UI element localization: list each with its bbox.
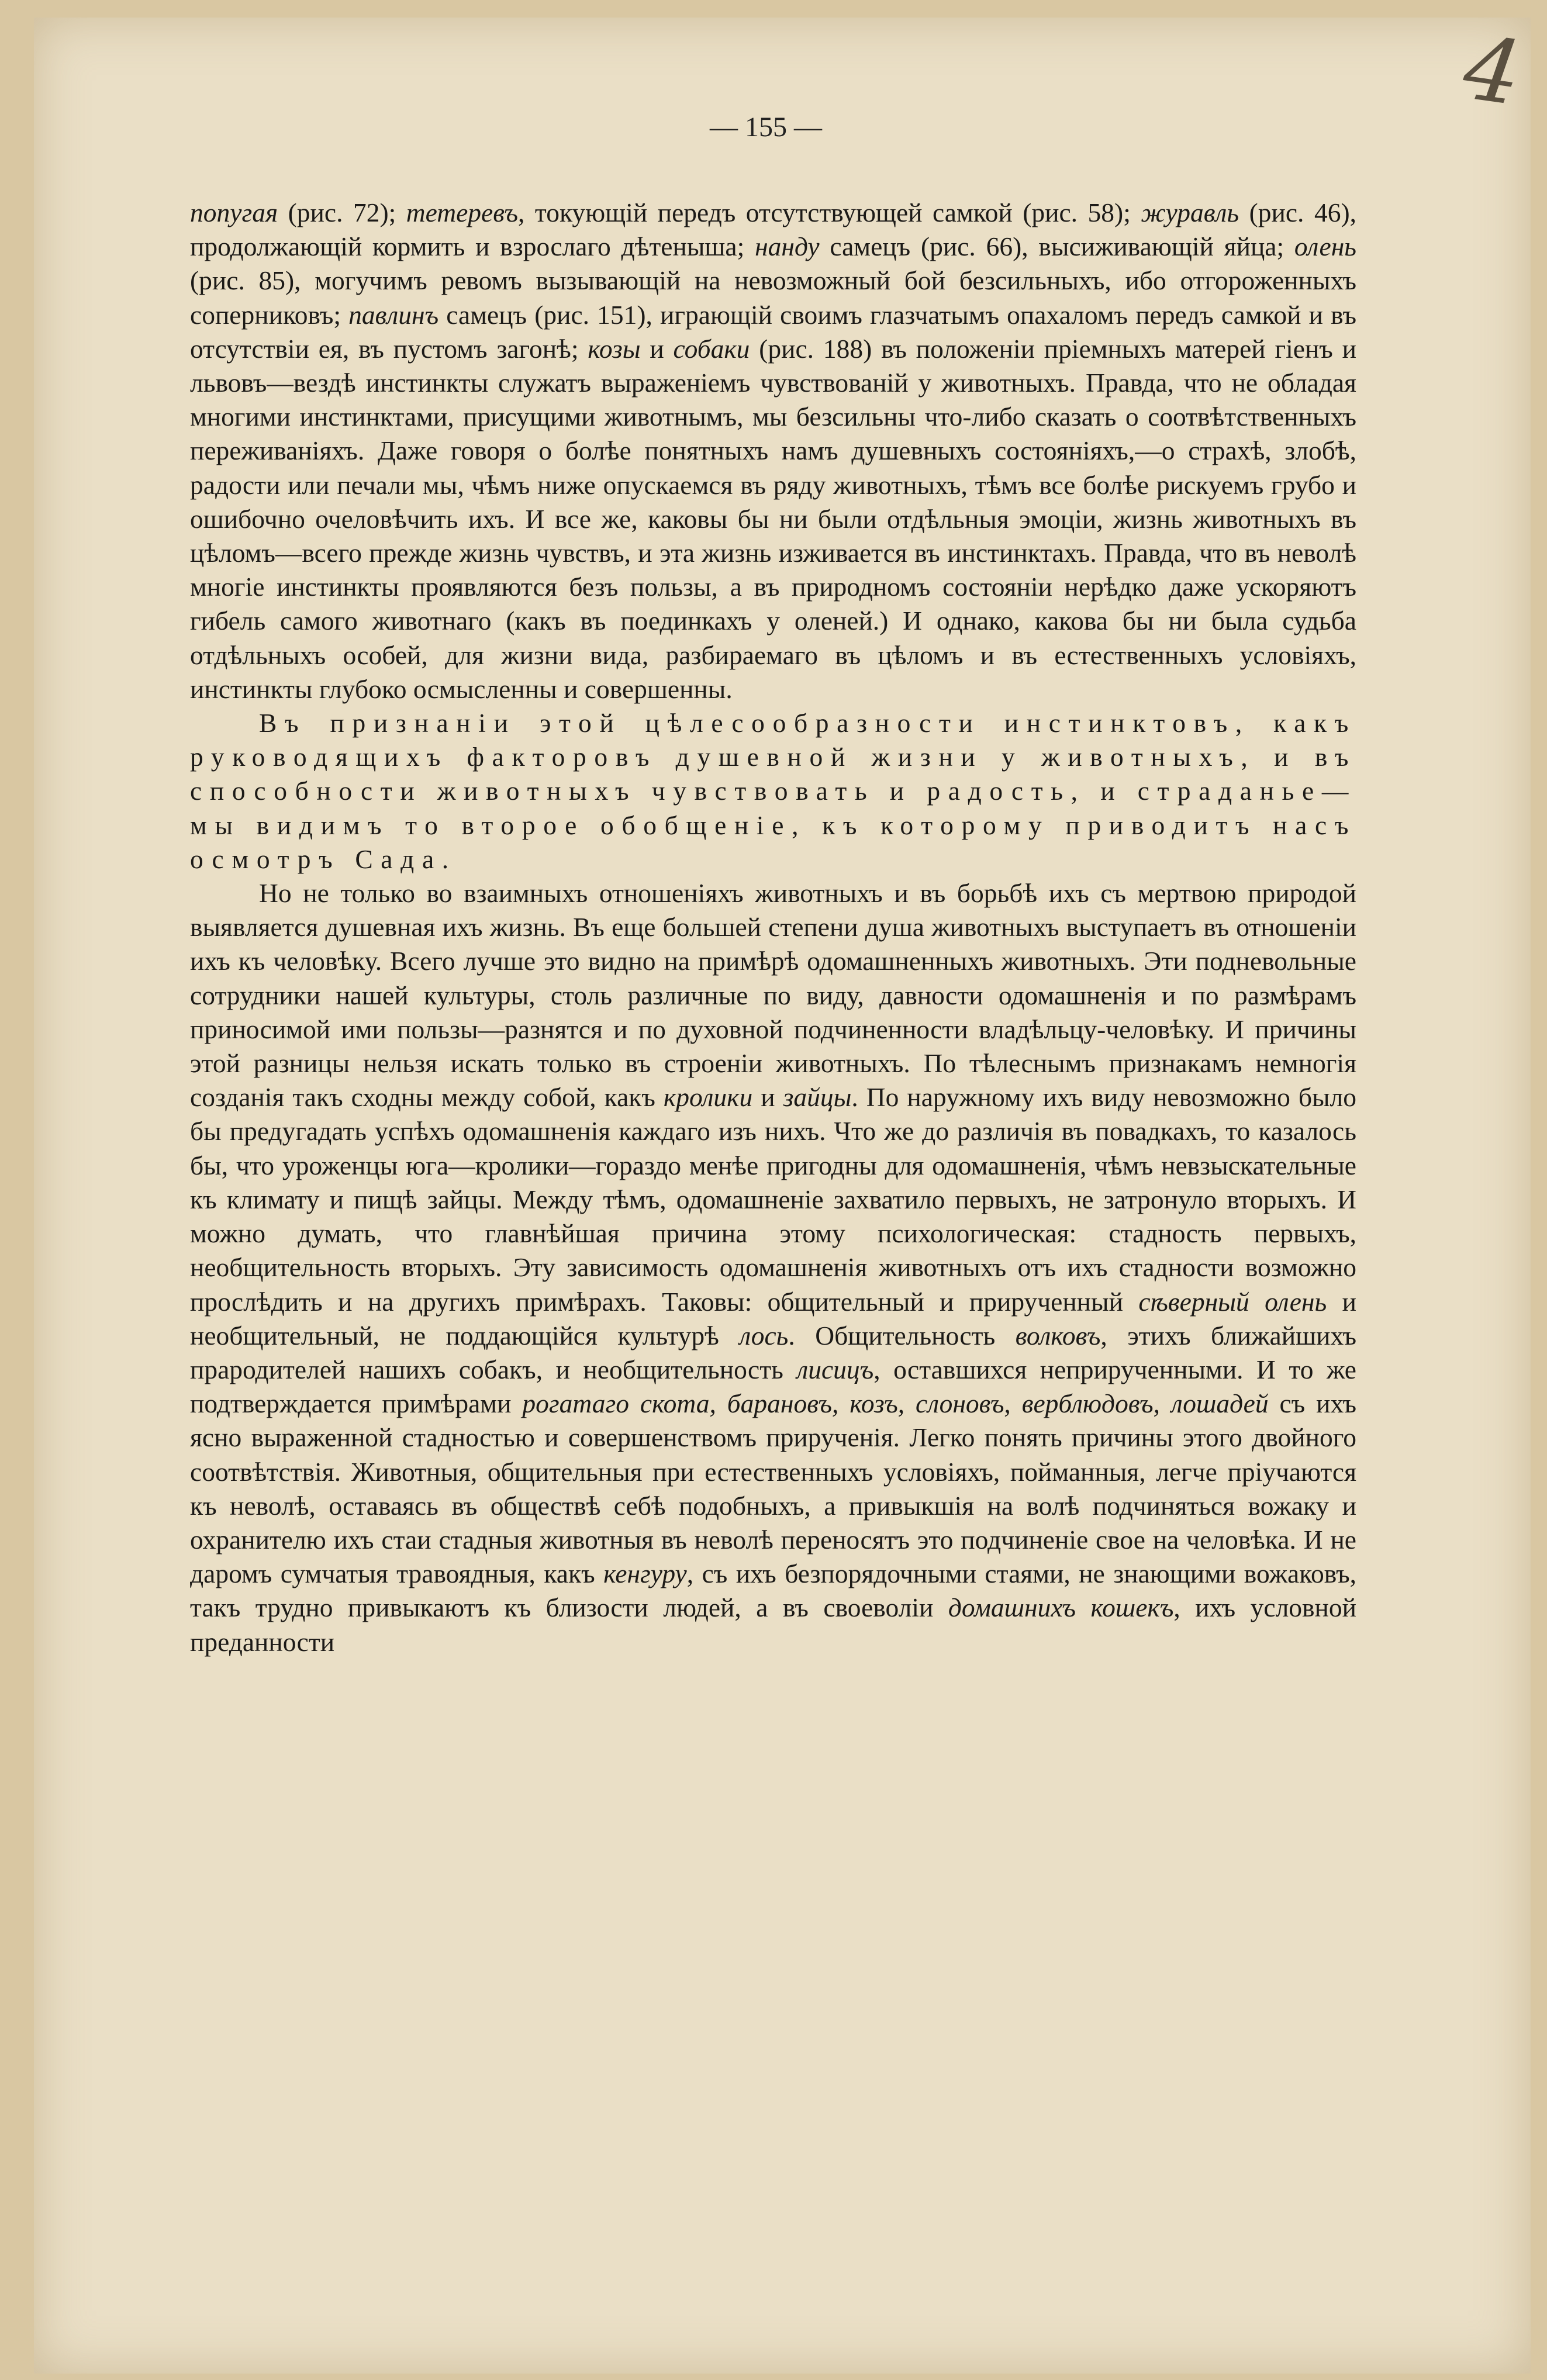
- text-run: , ихъ условной преданности: [190, 1593, 1356, 1657]
- body-text: [190, 196, 1356, 1659]
- italic-term: рогатаго скота, барановъ, козъ, слоновъ, верблюдовъ, лошадей: [522, 1388, 1269, 1419]
- text-run: . По наружному ихъ виду невозможно было бы предугадать успѣхъ одомашненія каждаго изъ нихъ. Что же до различія въ повадкахъ, то казалось бы, что уроженцы юга—кролики—гораздо менѣе пригодны для одомашненія, чѣмъ невзыскательные къ климату и пищѣ зайцы. Между тѣмъ, одомашненіе захватило первыхъ, не затронуло вторыхъ. И можно думать, что главнѣйшая причина этому психологическая: стадность первыхъ, необщительность вторыхъ. Эту зависимость одомашненія животныхъ отъ ихъ стадности возможно прослѣдить и на другихъ примѣрахъ. Таковы: общительный и прирученный: [190, 1082, 1356, 1317]
- italic-term: кролики: [663, 1082, 753, 1113]
- italic-term: лисицъ: [796, 1354, 874, 1384]
- italic-term: зайцы: [783, 1082, 852, 1113]
- italic-term: кенгуру: [603, 1559, 687, 1589]
- italic-term: собаки: [673, 333, 750, 364]
- text-run: . Общительность: [788, 1320, 1016, 1350]
- page-number: — 155 —: [710, 112, 822, 143]
- text-run: и необщительный, не поддающійся культурѣ: [190, 1286, 1356, 1350]
- italic-term: нанду: [755, 232, 820, 262]
- text-run: и: [752, 1082, 783, 1113]
- text-run: съ ихъ ясно выраженной стадностью и совершенствомъ прирученія. Легко понять причины этого двойного соотвѣтствія. Животныя, общительныя при естественныхъ условіяхъ, пойманныя, легче пріучаются къ неволѣ, оставаясь въ обществѣ себѣ подобныхъ, а привыкшія на волѣ подчиняться вожаку и охранителю ихъ стаи стадныя животныя въ неволѣ переносятъ это подчиненіе свое на человѣка. И не даромъ сумчатыя травоядныя, какъ: [190, 1388, 1356, 1589]
- italic-term: тетеревъ: [406, 198, 519, 227]
- spaced-emphasis-text: Въ признаніи этой цѣлесообразности инстинктовъ, какъ руководящихъ факторовъ душевной жизни у животныхъ, и въ способности животныхъ чувствовать и радость, и страданье—мы видимъ то второе обобщеніе, къ которому приводитъ насъ осмотръ Сада.: [190, 708, 1356, 874]
- italic-term: попугая: [190, 198, 278, 227]
- italic-term: лось: [739, 1320, 789, 1350]
- italic-term: домашнихъ кошекъ: [948, 1593, 1174, 1623]
- handwritten-folio-number: 4: [1458, 17, 1528, 126]
- text-run: (рис. 188) въ положеніи пріемныхъ матерей гіенъ и львовъ—вездѣ инстинкты служатъ выраженіемъ чувствованій у животныхъ. Правда, что не обладая многими инстинктами, присущими животнымъ, мы безсильны что-либо сказать о соотвѣтственныхъ переживаніяхъ. Даже говоря о болѣе понятныхъ намъ душевныхъ состояніяхъ,—о страхѣ, злобѣ, радости или печали мы, чѣмъ ниже опускаемся въ ряду животныхъ, тѣмъ все болѣе рискуемъ грубо и ошибочно очеловѣчить ихъ. И все же, каковы бы ни были отдѣльныя эмоціи, жизнь животныхъ въ цѣломъ—всего прежде жизнь чувствъ, и эта жизнь изживается въ инстинктахъ. Правда, что въ неволѣ многіе инстинкты проявляются безъ пользы, а въ природномъ состояніи нерѣдко даже ускоряютъ гибель самого животнаго (какъ въ поединкахъ у оленей.) И однако, какова бы ни была судьба отдѣльныхъ особей, для жизни вида, разбираемаго въ цѣломъ и въ естественныхъ условіяхъ, инстинкты глубоко осмысленны и совершенны.: [190, 333, 1356, 704]
- text-run: , оставшихся неприрученными. И то же подтверждается примѣрами: [190, 1354, 1356, 1419]
- italic-term: сѣверный олень: [1138, 1286, 1327, 1317]
- text-run: самецъ (рис. 66), высиживающій яйца;: [819, 232, 1294, 262]
- paragraph: [190, 196, 1356, 706]
- italic-term: олень: [1294, 232, 1356, 262]
- text-run: , токующій передъ отсутствующей самкой (рис. 58);: [518, 198, 1141, 227]
- italic-term: волковъ: [1015, 1320, 1101, 1350]
- text-run: , этихъ ближайшихъ прародителей нашихъ собакъ, и необщительность: [190, 1320, 1356, 1384]
- text-run: Но не только во взаимныхъ отношеніяхъ животныхъ и въ борьбѣ ихъ съ мертвою природой выявляется душевная ихъ жизнь. Въ еще большей степени душа животныхъ выступаетъ въ отношеніи ихъ къ человѣку. Всего лучше это видно на примѣрѣ одомашненныхъ животныхъ. Эти подневольные сотрудники нашей культуры, столь различные по виду, давности одомашненія и по размѣрамъ приносимой ими пользы—разнятся и по духовной подчиненности владѣльцу-человѣку. И причины этой разницы нельзя искать только въ строеніи животныхъ. По тѣлеснымъ признакамъ немногія созданія такъ сходны между собой, какъ: [190, 878, 1356, 1113]
- text-run: (рис. 46), продолжающій кормить и взрослаго дѣтеныша;: [190, 198, 1356, 262]
- italic-term: павлинъ: [348, 299, 439, 330]
- italic-term: журавль: [1141, 198, 1239, 227]
- text-run: (рис. 72);: [278, 198, 406, 227]
- text-run: самецъ (рис. 151), играющій своимъ глазчатымъ опахаломъ передъ самкой и въ отсутствіи ея, въ пустомъ загонѣ;: [190, 299, 1356, 364]
- paragraph: [190, 706, 1356, 876]
- text-run: , съ ихъ безпорядочными стаями, не знающими вожаковъ, такъ трудно привыкаютъ къ близости людей, а въ своеволіи: [190, 1559, 1357, 1623]
- italic-term: козы: [588, 333, 641, 364]
- paragraph: [190, 876, 1356, 1659]
- text-run: (рис. 85), могучимъ ревомъ вызывающій на невозможный бой безсильныхъ, ибо отгороженныхъ соперниковъ;: [190, 265, 1356, 330]
- text-run: и: [640, 333, 674, 364]
